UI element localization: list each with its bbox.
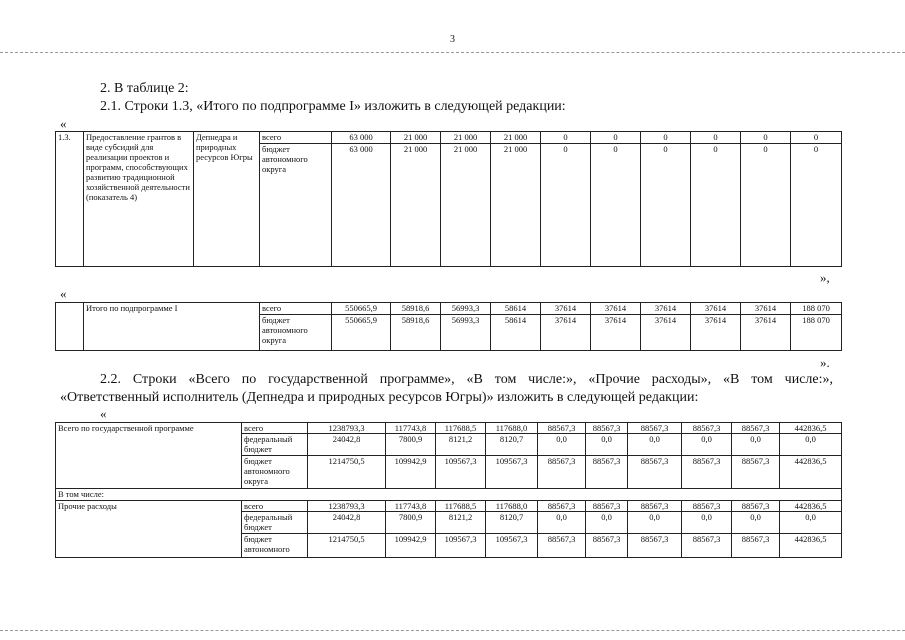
value-cell: 550665,9 (332, 315, 391, 351)
value-cell: 0 (591, 144, 641, 267)
value-cell: 37614 (691, 303, 741, 315)
value-cell: 37614 (691, 315, 741, 351)
open-quote-2: « (60, 286, 67, 301)
value-cell: 117688,5 (436, 501, 486, 512)
source-label: всего (260, 132, 332, 144)
table-subprogram-total (55, 302, 842, 351)
empty-number-cell (56, 303, 84, 351)
source-label: федеральный бюджет (242, 512, 308, 534)
value-cell: 21 000 (491, 132, 541, 144)
value-cell: 0 (741, 144, 791, 267)
row-name: Всего по государственной программе (56, 423, 242, 489)
value-cell: 58614 (491, 303, 541, 315)
value-cell: 442836,5 (780, 534, 842, 558)
value-cell: 0 (641, 132, 691, 144)
value-cell: 1214750,5 (308, 534, 386, 558)
row-name: Итого по подпрограмме I (84, 303, 260, 351)
value-cell: 24042,8 (308, 512, 386, 534)
value-cell: 109567,3 (436, 534, 486, 558)
source-label: федеральный бюджет (242, 434, 308, 456)
value-cell: 0,0 (538, 434, 586, 456)
page-number: 3 (450, 34, 455, 45)
value-cell: 117743,8 (386, 423, 436, 434)
value-cell: 58614 (491, 315, 541, 351)
value-cell: 88567,3 (682, 456, 732, 489)
value-cell: 88567,3 (628, 501, 682, 512)
value-cell: 37614 (641, 315, 691, 351)
value-cell: 442836,5 (780, 501, 842, 512)
value-cell: 56993,3 (441, 303, 491, 315)
value-cell: 117743,8 (386, 501, 436, 512)
value-cell: 88567,3 (628, 534, 682, 558)
close-quote-2: ». (820, 355, 830, 370)
value-cell: 0,0 (732, 434, 780, 456)
value-cell: 117688,0 (486, 423, 538, 434)
value-cell: 37614 (741, 315, 791, 351)
value-cell: 0 (741, 132, 791, 144)
subheading-in-that-number: В том числе: (56, 489, 842, 501)
source-label: бюджет автономного округа (242, 456, 308, 489)
value-cell: 88567,3 (538, 501, 586, 512)
value-cell: 21 000 (441, 132, 491, 144)
value-cell: 7800,9 (386, 512, 436, 534)
value-cell: 88567,3 (732, 456, 780, 489)
value-cell: 58918,6 (391, 303, 441, 315)
value-cell: 21 000 (391, 132, 441, 144)
value-cell: 550665,9 (332, 303, 391, 315)
value-cell: 0,0 (780, 512, 842, 534)
value-cell: 0 (691, 132, 741, 144)
close-quote-1: », (820, 270, 830, 285)
value-cell: 88567,3 (586, 423, 628, 434)
value-cell: 24042,8 (308, 434, 386, 456)
value-cell: 0,0 (682, 434, 732, 456)
value-cell: 88567,3 (682, 534, 732, 558)
value-cell: 442836,5 (780, 456, 842, 489)
value-cell: 117688,0 (486, 501, 538, 512)
value-cell: 37614 (541, 315, 591, 351)
value-cell: 37614 (591, 315, 641, 351)
scan-bottom-edge (0, 630, 905, 631)
section-intro: 2. В таблице 2: (100, 81, 189, 96)
open-quote-3: « (100, 406, 107, 421)
source-label: всего (242, 501, 308, 512)
value-cell: 37614 (741, 303, 791, 315)
value-cell: 88567,3 (628, 423, 682, 434)
value-cell: 37614 (541, 303, 591, 315)
value-cell: 88567,3 (538, 456, 586, 489)
value-cell: 109942,9 (386, 534, 436, 558)
source-label: бюджет автономного округа (260, 315, 332, 351)
item-2-2-line1: 2.2. Строки «Всего по государственной программе», «В том числе:», «Прочие расходы», «В том числе:», (100, 372, 833, 387)
value-cell: 0,0 (586, 434, 628, 456)
value-cell: 0 (541, 132, 591, 144)
value-cell: 0 (791, 132, 842, 144)
value-cell: 88567,3 (538, 534, 586, 558)
value-cell: 88567,3 (732, 423, 780, 434)
row-executor: Депнедра и природных ресурсов Югры (194, 132, 260, 267)
row-number: 1.3. (56, 132, 84, 267)
value-cell: 0 (791, 144, 842, 267)
row-name: Предоставление грантов в виде субсидий для реализации проектов и программ, способствующих развитию традиционной хозяйственной деятельности (показатель 4) (84, 132, 194, 267)
table-program-total (55, 422, 842, 558)
value-cell: 88567,3 (586, 456, 628, 489)
value-cell: 58918,6 (391, 315, 441, 351)
item-2-2-line2: «Ответственный исполнитель (Депнедра и природных ресурсов Югры)» изложить в следующей редакции: (60, 390, 699, 405)
value-cell: 442836,5 (780, 423, 842, 434)
value-cell: 0 (541, 144, 591, 267)
source-label: всего (260, 303, 332, 315)
value-cell: 7800,9 (386, 434, 436, 456)
value-cell: 109942,9 (386, 456, 436, 489)
value-cell: 88567,3 (732, 501, 780, 512)
value-cell: 1238793,3 (308, 423, 386, 434)
value-cell: 117688,5 (436, 423, 486, 434)
item-2-1-text: 2.1. Строки 1.3, «Итого по подпрограмме I» изложить в следующей редакции: (100, 99, 566, 114)
value-cell: 1238793,3 (308, 501, 386, 512)
value-cell: 37614 (591, 303, 641, 315)
value-cell: 21 000 (391, 144, 441, 267)
value-cell: 109567,3 (486, 534, 538, 558)
value-cell: 188 070 (791, 315, 842, 351)
value-cell: 188 070 (791, 303, 842, 315)
value-cell: 0,0 (628, 434, 682, 456)
open-quote-1: « (60, 116, 67, 131)
row-name: Прочие расходы (56, 501, 242, 558)
value-cell: 0 (591, 132, 641, 144)
scan-top-edge (0, 52, 905, 53)
value-cell: 0,0 (538, 512, 586, 534)
value-cell: 8120,7 (486, 512, 538, 534)
value-cell: 109567,3 (486, 456, 538, 489)
value-cell: 0,0 (682, 512, 732, 534)
value-cell: 88567,3 (628, 456, 682, 489)
value-cell: 0,0 (780, 434, 842, 456)
value-cell: 0 (641, 144, 691, 267)
value-cell: 88567,3 (586, 501, 628, 512)
source-label: бюджет автономного округа (260, 144, 332, 267)
source-label: бюджет автономного (242, 534, 308, 558)
value-cell: 1214750,5 (308, 456, 386, 489)
value-cell: 0,0 (586, 512, 628, 534)
value-cell: 56993,3 (441, 315, 491, 351)
value-cell: 63 000 (332, 144, 391, 267)
value-cell: 0,0 (732, 512, 780, 534)
value-cell: 88567,3 (586, 534, 628, 558)
value-cell: 63 000 (332, 132, 391, 144)
value-cell: 88567,3 (682, 501, 732, 512)
value-cell: 8121,2 (436, 434, 486, 456)
value-cell: 88567,3 (682, 423, 732, 434)
value-cell: 21 000 (441, 144, 491, 267)
value-cell: 21 000 (491, 144, 541, 267)
value-cell: 0 (691, 144, 741, 267)
value-cell: 0,0 (628, 512, 682, 534)
value-cell: 8121,2 (436, 512, 486, 534)
value-cell: 37614 (641, 303, 691, 315)
value-cell: 109567,3 (436, 456, 486, 489)
table-row-1-3 (55, 131, 842, 267)
value-cell: 88567,3 (538, 423, 586, 434)
value-cell: 8120,7 (486, 434, 538, 456)
source-label: всего (242, 423, 308, 434)
value-cell: 88567,3 (732, 534, 780, 558)
